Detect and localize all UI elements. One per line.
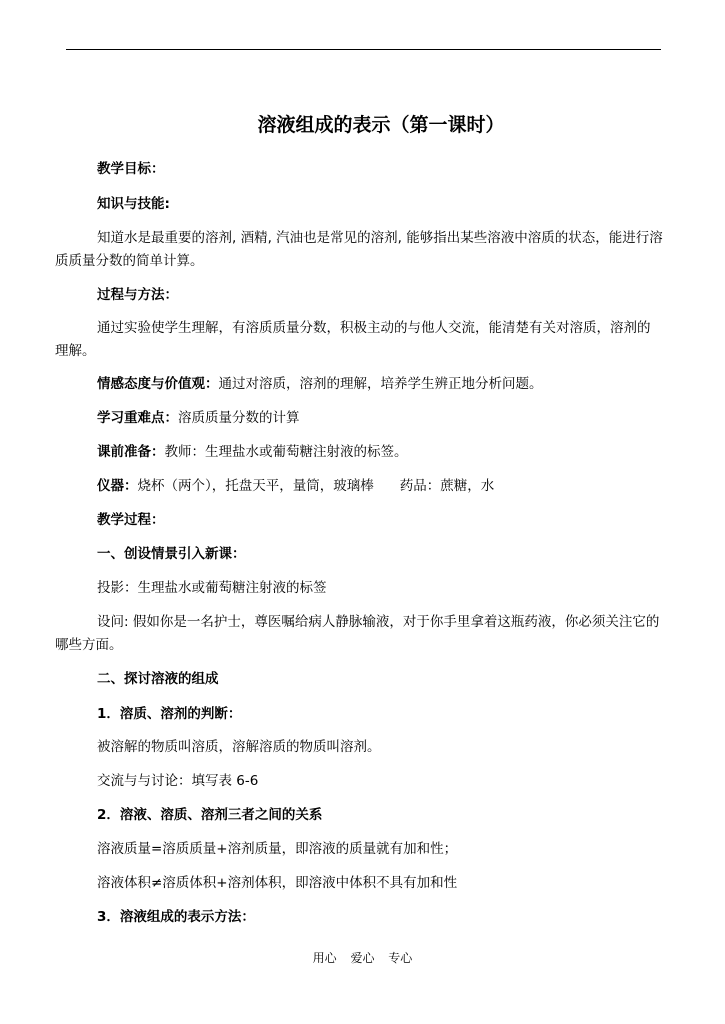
chemicals-text: 药品：蔗糖，水	[399, 478, 495, 494]
keypoints-heading: 学习重难点：	[97, 410, 178, 426]
process-main-heading: 教学过程：	[97, 512, 165, 528]
page-footer: 用心 爱心 专心	[312, 951, 413, 965]
sub1-heading: 1．溶质、溶剂的判断：	[97, 706, 242, 722]
knowledge-text: 知道水是最重要的溶剂, 酒精, 汽油也是常见的溶剂, 能够指出某些溶液中溶质的状态，能进行溶质质量分数的简单计算。	[55, 230, 663, 269]
process-heading: 过程与方法：	[97, 287, 178, 303]
keypoints-line	[55, 407, 663, 430]
sub1-text: 被溶解的物质叫溶质，溶解溶质的物质叫溶剂。	[97, 739, 381, 755]
objectives-heading: 教学目标：	[97, 161, 165, 177]
part1-heading: 一、创设情景引入新课：	[97, 546, 246, 562]
page-title: 溶液组成的表示（第一课时）	[257, 114, 505, 136]
header-rule	[66, 49, 661, 50]
instruments-heading: 仪器：	[97, 478, 138, 494]
sub2-line1: 溶液质量=溶质质量+溶剂质量，即溶液的质量就有加和性；	[97, 841, 458, 857]
part1-question: 设问: 假如你是一名护士，尊医嘱给病人静脉输液，对于你手里拿着这瓶药液，你必须关注它的哪些方面。	[55, 614, 660, 653]
sub2-line2: 溶液体积≠溶质体积+溶剂体积，即溶液中体积不具有加和性	[97, 875, 458, 891]
keypoints-text: 溶质质量分数的计算	[178, 410, 300, 426]
attitude-heading: 情感态度与价值观：	[97, 376, 219, 392]
process-text: 通过实验使学生理解，有溶质质量分数，积极主动的与他人交流，能清楚有关对溶质，溶剂的理解。	[55, 320, 651, 359]
instruments-line	[55, 475, 663, 498]
sub3-heading: 3．溶液组成的表示方法：	[97, 909, 255, 925]
knowledge-heading: 知识与技能:	[97, 196, 170, 212]
instruments-text: 烧杯（两个），托盘天平，量筒，玻璃棒	[137, 478, 374, 494]
sub2-heading: 2．溶液、溶质、溶剂三者之间的关系	[97, 807, 323, 823]
sub1-discussion: 交流与与讨论：填写表 6-6	[97, 773, 259, 789]
attitude-text: 通过对溶质，溶剂的理解，培养学生辨正地分析问题。	[218, 376, 543, 392]
part2-heading: 二、探讨溶液的组成	[97, 671, 219, 687]
attitude-line	[55, 373, 663, 396]
prep-heading: 课前准备：	[97, 444, 165, 460]
prep-text: 教师：生理盐水或葡萄糖注射液的标签。	[164, 444, 408, 460]
prep-line	[55, 441, 663, 464]
part1-projection: 投影：生理盐水或葡萄糖注射液的标签	[97, 580, 327, 596]
